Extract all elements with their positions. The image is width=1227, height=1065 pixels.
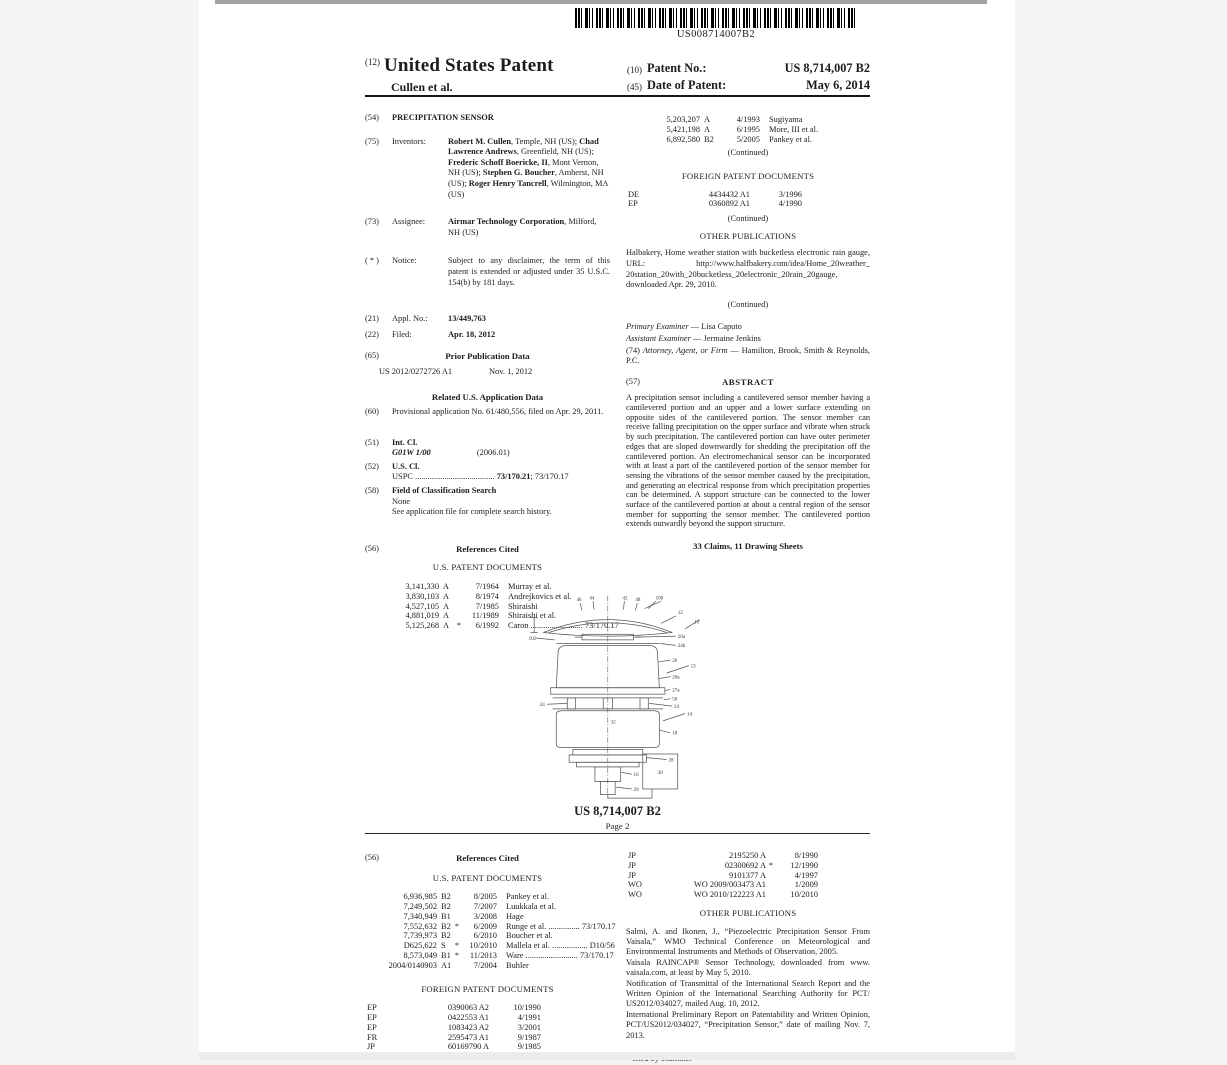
abstract-heading: ABSTRACT: [721, 376, 775, 387]
ref-date: 6/1995: [736, 124, 760, 134]
ref-star: [455, 602, 463, 612]
figure-box-label: 30: [657, 770, 664, 777]
ref-star: *: [456, 621, 462, 631]
patent-ref-row: [371, 902, 610, 912]
patent-date-value: May 6, 2014: [806, 78, 870, 92]
patent-date-row: [627, 78, 870, 95]
svg-text:24b: 24b: [677, 643, 686, 650]
ref-star: [750, 199, 760, 209]
ref-kind: A: [443, 621, 450, 631]
ref-number: 2195250 A: [729, 851, 766, 860]
patent-figure: [502, 592, 732, 800]
ref-star: *: [454, 921, 460, 931]
field-search-none: None: [392, 496, 411, 506]
related-app-heading: Related U.S. Application Data: [431, 391, 544, 402]
ref-number: 4434432 A1: [708, 189, 750, 199]
field-notice: [365, 256, 610, 288]
field-57-abstract: [626, 377, 870, 388]
ref-date: 7/2004: [473, 960, 497, 970]
foreign-ref-row: [628, 890, 870, 900]
ref-cite: Shiraishi: [508, 601, 538, 611]
int-cl-year: (2006.01): [476, 448, 510, 458]
foreign-ref-row: [367, 1003, 610, 1013]
country-code: JP: [628, 870, 636, 880]
ref-kind: A: [443, 582, 450, 592]
patent-number-value: US 8,714,007 B2: [784, 61, 870, 75]
ref-kind: B2: [441, 901, 451, 911]
svg-text:24: 24: [674, 703, 680, 710]
attorney-line: (74) Attorney, Agent, or Firm — Hamilton, Brook, Smith & Reynolds, P.C.: [626, 345, 871, 366]
ref-date: 5/2005: [736, 134, 760, 144]
page2-foreign-heading: FOREIGN PATENT DOCUMENTS: [421, 983, 554, 994]
ref-kind: S: [441, 941, 446, 951]
ref-kind: A: [443, 601, 450, 611]
ref-date: 3/1996: [778, 189, 802, 199]
foreign-ref-row: [628, 871, 870, 881]
patent-ref-row: [640, 125, 870, 135]
country-code: JP: [367, 1042, 375, 1052]
ref-star: [455, 582, 463, 592]
assignee-label: Assignee:: [392, 217, 426, 227]
patent-number-row: [627, 61, 870, 78]
us-patent-docs-table-right: [640, 115, 870, 144]
ref-star: [489, 1023, 499, 1033]
ref-star: [766, 871, 776, 881]
ref-date: 4/1997: [794, 870, 818, 880]
page2-us-docs-table: [371, 892, 616, 970]
ref-star: [716, 115, 724, 125]
prior-pub-row: [379, 367, 610, 378]
int-cl-class: G01W 1/00: [392, 448, 431, 458]
ref-kind: B2: [441, 892, 451, 902]
country-code: DE: [628, 189, 640, 199]
ref-date: 6/1992: [475, 621, 499, 631]
ref-kind: B1: [441, 911, 451, 921]
country-code: WO: [628, 880, 642, 890]
ref-kind: A: [704, 115, 711, 124]
ref-number: 7,552,632: [403, 921, 437, 931]
foreign-ref-row: [367, 1042, 610, 1052]
patent-ref-row: [371, 892, 610, 902]
field-52-num: (52): [365, 461, 379, 471]
field-search-note: See application file for complete search history.: [392, 507, 552, 517]
field-60-provisional: [365, 407, 610, 418]
notice-label: Notice:: [392, 256, 417, 266]
svg-text:28: 28: [668, 757, 674, 764]
field-54-title: [365, 113, 610, 124]
patent-ref-row: [371, 912, 610, 922]
continued-note-3: (Continued): [727, 299, 769, 309]
field-10-num: (10): [627, 65, 642, 75]
ref-number: 60169790 A: [447, 1042, 489, 1052]
ref-kind: A: [443, 611, 450, 621]
svg-text:46: 46: [576, 597, 582, 604]
ref-star: [716, 135, 724, 145]
svg-text:18: 18: [672, 730, 678, 737]
ref-cite: Buhler: [506, 960, 529, 970]
page2-right-column: [626, 845, 870, 1065]
ref-star: [489, 1042, 499, 1052]
assistant-examiner-line: Assistant Examiner — Jermaine Jenkins: [626, 333, 761, 343]
ref-number: WO 2010/122223 A1: [693, 890, 766, 900]
header-left: [365, 55, 627, 95]
ref-star: *: [454, 941, 460, 951]
field-56-num: (56): [365, 543, 379, 553]
page2-foreign-table-right: [628, 851, 870, 900]
country-code: EP: [367, 1012, 377, 1022]
publication-entry: Notification of Transmittal of the International Search Report and the Written Opinion of the International Searching Authority for PCT/ US2012/034027, mailed Aug. 10, 2012.: [626, 978, 870, 1009]
ref-number: 0390063 A2: [447, 1003, 489, 1013]
patent-ref-row: [371, 931, 610, 941]
svg-text:20a: 20a: [672, 674, 680, 681]
ref-date: 6/2009: [473, 921, 497, 931]
patent-ref-row: [371, 921, 616, 932]
ref-number: 5,125,268: [405, 621, 439, 631]
svg-text:10: 10: [694, 619, 700, 626]
ref-star: [453, 892, 461, 902]
kind-code: (12): [365, 57, 380, 67]
ref-kind: B2: [704, 134, 714, 144]
us-cl-label: U.S. Cl.: [392, 461, 420, 471]
field-21-appl-no: [365, 314, 610, 325]
ref-number: 4,527,105: [405, 601, 439, 611]
filed-value: Apr. 18, 2012: [448, 329, 496, 339]
ref-date: 1/2009: [794, 880, 818, 890]
ref-date: 8/1990: [794, 851, 818, 860]
ref-date: 10/2010: [469, 941, 497, 951]
svg-text:24: 24: [539, 702, 545, 709]
ref-cite: Ware ......................... 73/170.17: [506, 950, 614, 960]
barcode-image: [575, 8, 857, 28]
references-cited-heading: References Cited: [456, 543, 519, 554]
filed-label: Filed:: [392, 329, 412, 339]
ref-star: [453, 961, 461, 971]
ref-date: 4/1993: [736, 115, 760, 124]
ref-cite: Boucher et al.: [506, 931, 553, 941]
header-right: [627, 55, 870, 95]
ref-star: [766, 880, 776, 890]
page2-patent-number: US 8,714,007 B2: [574, 804, 661, 818]
ref-star: [489, 1003, 499, 1013]
ref-date: 3/2001: [517, 1022, 541, 1032]
ref-star: [750, 190, 760, 200]
country-code: EP: [628, 199, 638, 209]
ref-star: [489, 1033, 499, 1043]
assignee-value: Airmar Technology Corporation, Milford, NH (US): [448, 217, 597, 237]
svg-text:27a: 27a: [672, 687, 680, 694]
ref-kind: B2: [441, 921, 451, 931]
field-52-us-cl: [365, 462, 610, 483]
patent-ref-row: [640, 135, 870, 145]
svg-text:12: 12: [677, 610, 683, 617]
ref-number: 3,141,330: [405, 582, 439, 592]
page2-divider-rule: [365, 833, 870, 834]
precipitation-sensor-drawing: [502, 592, 732, 800]
patent-date-label: Date of Patent:: [647, 78, 727, 92]
ref-cite: Pankey et al.: [506, 892, 550, 902]
ref-cite: Murray et al.: [508, 582, 552, 592]
field-21-num: (21): [365, 314, 379, 324]
patent-number-label: Patent No.:: [647, 61, 707, 75]
ref-star: *: [454, 950, 460, 960]
ref-cite: Caron ......................... 73/170.17: [508, 621, 619, 631]
ref-number: 6,936,985: [403, 892, 437, 902]
ref-star: [766, 890, 776, 900]
ref-kind: B1: [441, 950, 451, 960]
ref-date: 7/2007: [473, 901, 497, 911]
svg-text:50: 50: [672, 696, 678, 703]
inventors-list: Robert M. Cullen, Temple, NH (US); Chad Lawrence Andrews, Greenfield, NH (US); Frederic Schoff Boericke, II, Mont Vernon, NH (US); Stephen G. Boucher, Amherst, NH (US); Roger Henry Tancrell, Wilmington, MA (US): [448, 136, 608, 199]
ref-date: 9/1987: [517, 1032, 541, 1042]
ref-cite: Andrejkovics et al.: [508, 591, 572, 601]
patent-ref-row: [371, 961, 610, 971]
continued-note-2: (Continued): [727, 214, 769, 224]
claims-line: 33 Claims, 11 Drawing Sheets: [693, 541, 803, 552]
foreign-ref-row: [628, 861, 870, 871]
page1-body-columns: [365, 105, 870, 631]
ref-number: WO 2009/003473 A1: [693, 880, 766, 890]
svg-text:20a: 20a: [677, 634, 686, 641]
notice-text: Subject to any disclaimer, the term of this patent is extended or adjusted under 35 U.S.C. 154(b) by 181 days.: [448, 256, 610, 287]
field-51-num: (51): [365, 437, 379, 447]
page2-field-56: [365, 853, 610, 864]
page1-right-column: [626, 105, 870, 631]
country-code: EP: [367, 1022, 377, 1032]
ref-kind: A1: [441, 960, 452, 970]
field-54-num: (54): [365, 113, 379, 122]
ref-cite: Luukkala et al.: [506, 901, 556, 911]
field-56-references: [365, 544, 610, 555]
int-cl-label: Int. Cl.: [392, 437, 418, 447]
patent-title-header: United States Patent: [384, 55, 554, 76]
field-58-num: (58): [365, 486, 379, 496]
ref-number: 2595473 A1: [447, 1032, 489, 1042]
ref-star: [453, 912, 461, 922]
ref-number: 7,249,502: [403, 901, 437, 911]
page2-other-pubs-list: [626, 927, 870, 1041]
ref-star: [453, 931, 461, 941]
foreign-ref-row: [367, 1033, 610, 1043]
us-patent-docs-heading: U.S. PATENT DOCUMENTS: [432, 562, 543, 573]
svg-text:32: 32: [610, 719, 616, 726]
ref-cite: Shiraishi et al.: [508, 611, 557, 621]
ref-cite: Runge et al. ............... 73/170.17: [506, 921, 616, 931]
foreign-ref-row: [628, 851, 870, 861]
page2-references-heading: References Cited: [456, 853, 519, 863]
inventor-short-line: Cullen et al.: [391, 80, 453, 94]
country-code: EP: [367, 1003, 377, 1013]
ref-number: 7,739,973: [403, 931, 437, 941]
svg-text:102: 102: [528, 635, 537, 642]
page2-label: Page 2: [605, 821, 630, 831]
page2-left-column: [365, 845, 616, 1065]
country-code: FR: [367, 1032, 378, 1042]
ref-number: 9101377 A: [729, 870, 766, 880]
field-65-prior-pub: [365, 351, 610, 362]
page2-field-56-num: (56): [365, 853, 379, 862]
country-code: JP: [628, 860, 636, 870]
ref-number: 0422553 A1: [447, 1012, 489, 1022]
header-divider-rule: [365, 95, 870, 97]
publication-entry: Vaisala RAINCAP® Sensor Technology, downloaded from www. vaisala.com, at least by May 5, 2010.: [626, 957, 870, 978]
field-60-num: (60): [365, 407, 379, 417]
ref-date: 6/2010: [473, 931, 497, 941]
patent-ref-row: [640, 115, 870, 125]
barcode-text: US008714007B2: [676, 29, 756, 40]
ref-date: 11/1989: [471, 611, 499, 621]
ref-number: 4,881,019: [405, 611, 439, 621]
ref-kind: A: [704, 124, 711, 134]
page2-us-docs-heading: U.S. PATENT DOCUMENTS: [432, 872, 543, 883]
ref-number: 1083423 A2: [447, 1022, 489, 1032]
uspc-line: USPC ...................................... 73/170.21; 73/170.17: [392, 472, 569, 482]
page2-header: [365, 804, 870, 831]
patent-ref-row: [371, 941, 615, 951]
ref-date: 12/1990: [790, 860, 818, 870]
foreign-ref-row: [628, 880, 870, 890]
ref-cite: Pankey et al.: [769, 134, 813, 144]
ref-date: 3/2008: [473, 911, 497, 921]
page1-left-column: [365, 105, 619, 631]
ref-star: [455, 592, 463, 602]
ref-number: D625,622: [403, 941, 437, 951]
svg-text:48: 48: [635, 597, 641, 604]
continued-note-1: (Continued): [727, 148, 769, 158]
field-65-num: (65): [365, 351, 379, 361]
ref-number: 0360892 A1: [708, 199, 750, 209]
svg-text:16: 16: [633, 772, 639, 779]
barcode-block: [575, 8, 857, 40]
ref-star: [453, 902, 461, 912]
other-publications-heading: OTHER PUBLICATIONS: [699, 230, 797, 241]
foreign-ref-row: [367, 1013, 610, 1023]
ref-date: 4/1991: [517, 1012, 541, 1022]
ref-date: 7/1964: [475, 582, 499, 592]
ref-star: [716, 125, 724, 135]
ref-star: [766, 851, 776, 861]
ref-number: 5,421,198: [666, 124, 700, 134]
ref-cite: Sugiyama: [769, 115, 803, 124]
invention-title: PRECIPITATION SENSOR: [392, 113, 494, 122]
ref-cite: Mallela et al. ................. D10/56: [506, 941, 615, 951]
provisional-text: Provisional application No. 61/480,556, filed on Apr. 29, 2011.: [392, 407, 604, 417]
ref-number: 6,892,580: [666, 134, 700, 144]
ref-number: 7,340,949: [403, 911, 437, 921]
ref-date: 8/1974: [475, 591, 499, 601]
ref-number: 02300692 A: [724, 860, 766, 870]
field-75-num: (75): [365, 136, 379, 146]
ref-date: 4/1990: [778, 199, 802, 209]
ref-date: 7/1985: [475, 601, 499, 611]
ref-star: [455, 611, 463, 621]
country-code: WO: [628, 890, 642, 900]
prior-pub-heading: Prior Publication Data: [445, 351, 530, 362]
svg-text:26: 26: [672, 657, 678, 664]
foreign-docs-heading: FOREIGN PATENT DOCUMENTS: [681, 170, 815, 181]
publication-entry: Salmi, A. and Ikonen, J., “Piezoelectric Precipitation Sensor From Vaisala,” WMO Technical Conference on Meteorological and Environmental Instruments and Methods of Observation, 2005.: [626, 926, 870, 957]
appl-no-value: 13/449,763: [448, 314, 486, 324]
abstract-text: A precipitation sensor including a cantilevered sensor member having a cantilevered portion and an upper and a lower surface extending on opposite sides of the cantilevered portion. The sensor member can receive falling precipitation on the upper surface and vibrate when struck by such precipitation. The cantilevered portion can have outer perimeter edges that are sloped downwardly for shedding the precipitation off the cantilevered portion. An electromechanical sensor can be incorporated with at least a part of the cantilevered portion of the sensor member for sensing the vibrations of the sensor member caused by the precipitation, and generating an electrical response from which precipitation properties can be determined. A support structure can be connected to the lower surface of the cantilevered portion at about a central region of the sensor member for supporting the sensor member. The cantilevered portion extends outwardly beyond the support structure.: [626, 393, 870, 529]
foreign-ref-row: [628, 199, 870, 209]
ref-date: 11/2013: [469, 950, 497, 960]
patent-header: [365, 55, 870, 95]
field-58-search: [365, 486, 610, 518]
field-22-num: (22): [365, 329, 379, 339]
ref-kind: B2: [441, 931, 451, 941]
ref-number: 5,203,207: [666, 115, 700, 124]
page2-body-columns: [365, 845, 870, 1065]
svg-text:29: 29: [633, 786, 639, 793]
svg-text:42: 42: [622, 595, 628, 602]
field-73-assignee: [365, 217, 610, 238]
foreign-ref-row: [367, 1023, 610, 1033]
appl-no-label: Appl. No.:: [392, 314, 428, 324]
page-top-edge: [215, 0, 987, 4]
ref-number: 8,573,049: [403, 950, 437, 960]
foreign-docs-table: [628, 190, 870, 210]
ref-cite: More, III et al.: [769, 124, 819, 134]
field-search-label: Field of Classification Search: [392, 486, 497, 496]
ref-date: 8/2005: [473, 892, 497, 902]
svg-text:14: 14: [686, 711, 692, 718]
foreign-ref-row: [628, 190, 870, 200]
ref-date: 9/1985: [517, 1042, 541, 1052]
ref-star: [489, 1013, 499, 1023]
field-75-inventors: [365, 137, 610, 201]
page2-other-pubs-heading: OTHER PUBLICATIONS: [699, 907, 797, 918]
svg-text:100: 100: [655, 595, 664, 602]
inventors-label: Inventors:: [392, 136, 426, 146]
ref-date: 10/1990: [513, 1003, 541, 1013]
ref-date: 10/2010: [790, 890, 818, 900]
publication-entry: International Preliminary Report on Patentability and Written Opinion, PCT/US2012/034027, “Precipitation Sensor,” date of mailing Nov. 7, 2013.: [626, 1009, 870, 1040]
notice-num: ( * ): [365, 256, 379, 266]
field-22-filed: [365, 330, 610, 341]
svg-text:44: 44: [589, 595, 595, 602]
field-45-num: (45): [627, 82, 642, 92]
patent-document-page: [199, 0, 1015, 1060]
country-code: JP: [628, 851, 636, 860]
prior-pub-number: US 2012/0272726 A1: [379, 366, 453, 376]
field-51-int-cl: [365, 438, 610, 459]
ref-cite: Hage: [506, 911, 524, 921]
ref-number: 3,830,103: [405, 591, 439, 601]
prior-pub-date: Nov. 1, 2012: [489, 366, 533, 376]
other-publication-text: Halbakery, Home weather station with bucketless electronic rain gauge, URL: http://www.halfbakery.com/idea/Home_20weather_ 20station_20with_20bucketless_20electronic_20rain_20gauge, downloaded Apr. 29, 2010.: [626, 248, 870, 290]
ref-number: 2004/0140903: [388, 960, 437, 970]
page-bottom-edge: [199, 1052, 1015, 1060]
svg-text:13: 13: [690, 663, 696, 670]
patent-ref-row: [371, 950, 614, 961]
patent-ref-row: [379, 582, 610, 592]
ref-star: *: [768, 860, 774, 870]
field-57-num: (57): [626, 376, 640, 386]
field-73-num: (73): [365, 217, 379, 227]
primary-examiner-line: Primary Examiner — Lisa Caputo: [626, 322, 742, 332]
ref-kind: A: [443, 591, 450, 601]
